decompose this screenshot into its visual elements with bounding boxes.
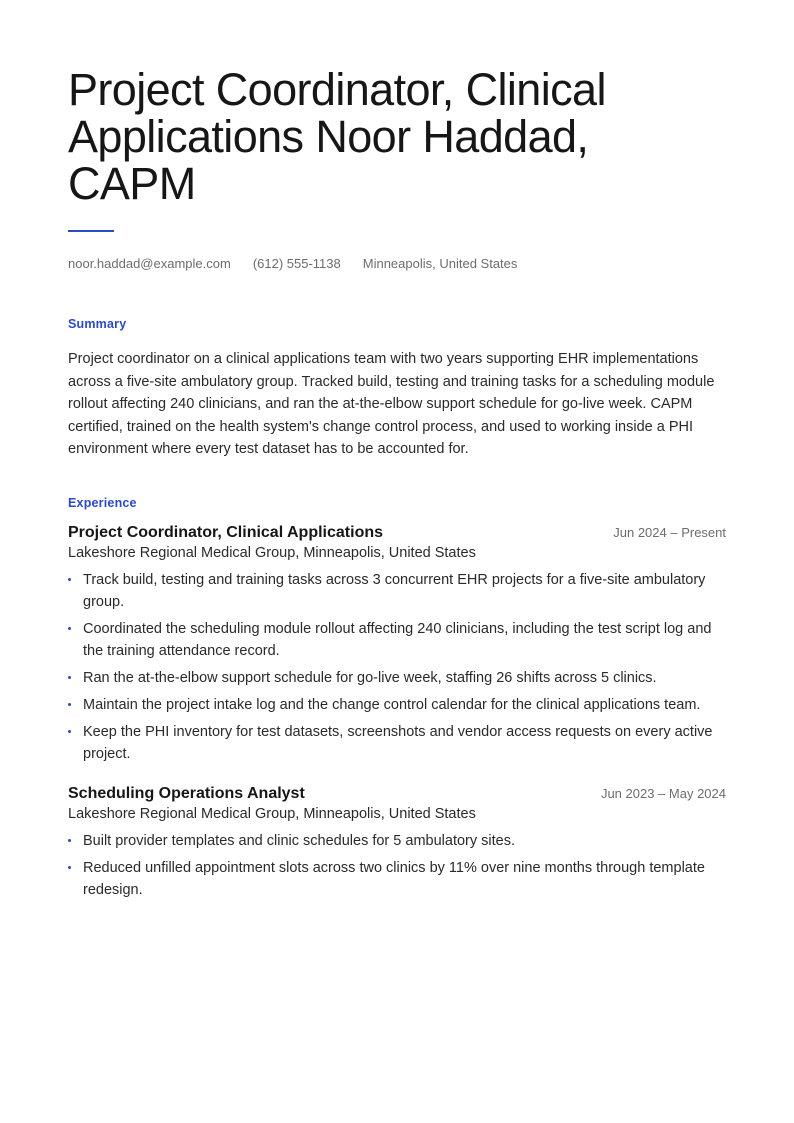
- job-dates: Jun 2023 – May 2024: [600, 785, 726, 801]
- job-bullet: [68, 830, 726, 852]
- job-entry: [68, 524, 726, 765]
- job-bullet-list: [68, 569, 726, 765]
- summary-text: Project coordinator on a clinical applications team with two years supporting EHR implementations across a five-site ambulatory group. Tracked build, testing and training tasks for a scheduling module rollout affecting 240 clinicians, and ran the at-the-elbow support schedule for go-live week. CAPM certified, trained on the health system's change control process, and used to working inside a PHI environment where every test dataset has to be accounted for.: [68, 351, 715, 457]
- job-bullet: [68, 721, 726, 765]
- job-bullet: [68, 618, 726, 662]
- job-bullet: [68, 694, 726, 716]
- bullet-dot-icon: [68, 703, 71, 706]
- bullet-dot-icon: [68, 730, 71, 733]
- job-bullet-list: [68, 830, 726, 901]
- job-bullet: [68, 857, 726, 901]
- job-bullet-text: Keep the PHI inventory for test datasets, screenshots and vendor access requests on every active project.: [83, 723, 713, 762]
- job-title: Scheduling Operations Analyst: [68, 784, 305, 802]
- job-bullet: [68, 569, 726, 613]
- summary-heading: Summary: [68, 317, 127, 331]
- accent-divider: [68, 230, 114, 232]
- experience-heading: Experience: [68, 495, 137, 510]
- job-bullet-text: Ran the at-the-elbow support schedule for go-live week, staffing 26 shifts across 5 clinics.: [83, 669, 657, 686]
- contact-email[interactable]: noor.haddad@example.com: [68, 256, 231, 271]
- resume-name-title: Project Coordinator, Clinical Applications Noor Haddad, CAPM: [68, 64, 606, 209]
- contact-location: Minneapolis, United States: [362, 256, 518, 271]
- bullet-dot-icon: [68, 866, 71, 869]
- job-header: [68, 785, 726, 803]
- contact-phone[interactable]: (612) 555-1138: [252, 256, 341, 271]
- job-bullet-text: Coordinated the scheduling module rollout affecting 240 clinicians, including the test script log and the training attendance record.: [83, 620, 712, 659]
- job-bullet-text: Built provider templates and clinic schedules for 5 ambulatory sites.: [83, 832, 515, 849]
- job-bullet-text: Maintain the project intake log and the change control calendar for the clinical applications team.: [83, 696, 701, 713]
- resume-page: [68, 0, 726, 906]
- bullet-dot-icon: [68, 676, 71, 679]
- job-title: Project Coordinator, Clinical Applications: [68, 523, 384, 541]
- job-dates: Jun 2024 – Present: [613, 524, 726, 540]
- job-entry: [68, 785, 726, 901]
- contact-info: [68, 255, 726, 273]
- bullet-dot-icon: [68, 839, 71, 842]
- job-bullet-text: Reduced unfilled appointment slots across two clinics by 11% over nine months through template redesign.: [83, 859, 705, 898]
- job-organization: Lakeshore Regional Medical Group, Minneapolis, United States: [68, 544, 476, 561]
- bullet-dot-icon: [68, 578, 71, 581]
- job-organization: Lakeshore Regional Medical Group, Minneapolis, United States: [68, 805, 476, 822]
- job-bullet-text: Track build, testing and training tasks across 3 concurrent EHR projects for a five-site ambulatory group.: [83, 571, 706, 610]
- bullet-dot-icon: [68, 627, 71, 630]
- job-header: [68, 524, 726, 542]
- job-bullet: [68, 667, 726, 689]
